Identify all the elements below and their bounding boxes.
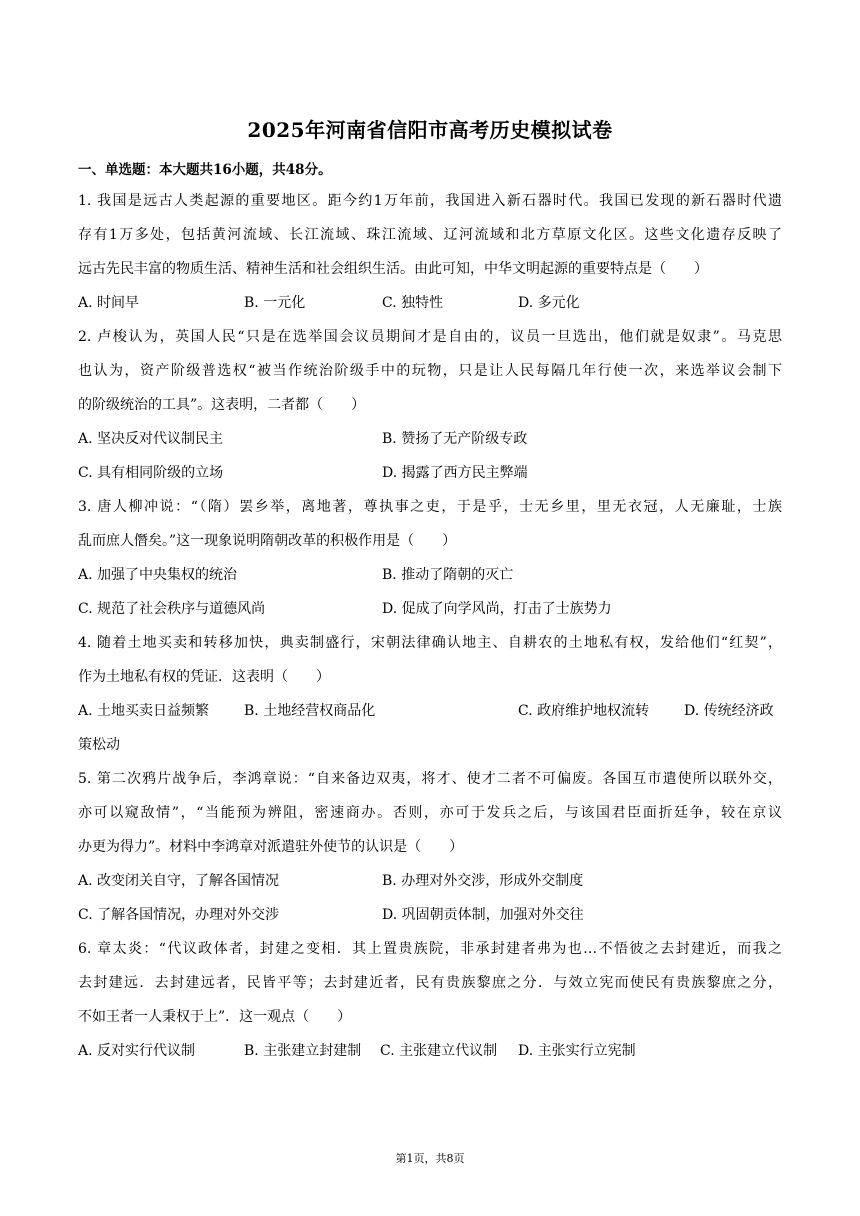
question-4-line-1: 4. 随着土地买卖和转移加快，典卖制盛行，宋朝法律确认地主、自耕农的土地私有权，发给他们“红契”， bbox=[78, 635, 782, 651]
question-5-option-c: C. 了解各国情况，办理对外交涉 bbox=[78, 907, 280, 923]
question-1-option-a: A. 时间早 bbox=[78, 295, 140, 311]
question-2-line-3: 的阶级统治的工具”。这表明，二者都（ ） bbox=[78, 397, 366, 413]
question-5-line-3: 办更为得力”。材料中李鸿章对派遣驻外使节的认识是（ ） bbox=[78, 839, 464, 855]
question-2-line-2: 也认为，资产阶级普选权“被当作统治阶级手中的玩物，只是让人民每隔几年行使一次，来选举议会制下 bbox=[78, 363, 782, 379]
question-1-line-2: 存有1万多处，包括黄河流域、长江流域、珠江流域、辽河流域和北方草原文化区。这些文化遗存反映了 bbox=[78, 227, 782, 243]
question-5-line-1: 5. 第二次鸦片战争后，李鸿章说：“自来备边双夷，将才、使才二者不可偏废。各国互市遣使所以联外交， bbox=[78, 771, 782, 787]
question-3-option-c: C. 规范了社会秩序与道德风尚 bbox=[78, 601, 266, 617]
question-2-line-1: 2. 卢梭认为，英国人民“只是在选举国会议员期间才是自由的，议员一旦选出，他们就是奴隶”。马克思 bbox=[78, 329, 782, 345]
page-title: 2025年河南省信阳市高考历史模拟试卷 bbox=[247, 118, 613, 142]
question-4-option-d-continued: 策松动 bbox=[78, 737, 120, 753]
question-1-option-b: B. 一元化 bbox=[244, 295, 306, 311]
section-header: 一、单选题：本大题共16小题，共48分。 bbox=[78, 162, 332, 178]
question-1-option-c: C. 独特性 bbox=[382, 295, 444, 311]
question-3-option-d: D. 促成了向学风尚，打击了士族势力 bbox=[382, 601, 612, 617]
question-1-option-d: D. 多元化 bbox=[518, 295, 580, 311]
question-4-option-d: D. 传统经济政 bbox=[684, 703, 774, 719]
question-6-option-a: A. 反对实行代议制 bbox=[78, 1043, 196, 1059]
question-5-line-2: 亦可以窥敌情”，“当能预为辨阻，密速商办。否则，亦可于发兵之后，与该国君臣面折廷争，较在京议 bbox=[78, 805, 782, 821]
question-4-option-a: A. 土地买卖日益频繁 bbox=[78, 703, 210, 719]
question-1-line-3: 远古先民丰富的物质生活、精神生活和社会组织生活。由此可知，中华文明起源的重要特点是（ ） bbox=[78, 261, 708, 277]
question-2-option-c: C. 具有相同阶级的立场 bbox=[78, 465, 224, 481]
question-3-option-a: A. 加强了中央集权的统治 bbox=[78, 567, 238, 583]
question-6-option-d: D. 主张实行立宪制 bbox=[518, 1043, 636, 1059]
question-1-line-1: 1. 我国是远古人类起源的重要地区。距今约1万年前，我国进入新石器时代。我国已发现的新石器时代遗 bbox=[78, 193, 782, 209]
question-4-option-c: C. 政府维护地权流转 bbox=[518, 703, 650, 719]
question-2-option-a: A. 坚决反对代议制民主 bbox=[78, 431, 224, 447]
question-5-option-d: D. 巩固朝贡体制，加强对外交往 bbox=[382, 907, 584, 923]
question-6-line-2: 去封建远．去封建远者，民皆平等；去封建近者，民有贵族黎庶之分．与效立宪而使民有贵族黎庶之分， bbox=[78, 975, 782, 991]
question-6-option-c: C. 主张建立代议制 bbox=[380, 1043, 498, 1059]
question-3-line-1: 3. 唐人柳冲说：“（隋）罢乡举，离地著，尊执事之吏，于是乎，士无乡里，里无衣冠，人无廉耻，士族 bbox=[78, 499, 782, 515]
question-6-line-1: 6. 章太炎：“代议政体者，封建之变相．其上置贵族院，非承封建者弗为也…不悟彼之去封建近，而我之 bbox=[78, 941, 782, 957]
question-4-option-b: B. 土地经营权商品化 bbox=[244, 703, 376, 719]
question-6-option-b: B. 主张建立封建制 bbox=[244, 1043, 362, 1059]
question-6-line-3: 不如王者一人秉权于上”．这一观点（ ） bbox=[78, 1009, 352, 1025]
question-2-option-b: B. 赞扬了无产阶级专政 bbox=[382, 431, 528, 447]
question-2-option-d: D. 揭露了西方民主弊端 bbox=[382, 465, 528, 481]
question-3-option-b: B. 推动了隋朝的灭亡 bbox=[382, 567, 514, 583]
question-5-option-a: A. 改变闭关自守，了解各国情况 bbox=[78, 873, 280, 889]
question-3-line-2: 乱而庶人僭矣。”这一现象说明隋朝改革的积极作用是（ ） bbox=[78, 533, 457, 549]
page-footer: 第1页，共8页 bbox=[395, 1152, 465, 1165]
question-4-line-2: 作为土地私有权的凭证．这表明（ ） bbox=[78, 669, 330, 685]
question-5-option-b: B. 办理对外交涉，形成外交制度 bbox=[382, 873, 584, 889]
